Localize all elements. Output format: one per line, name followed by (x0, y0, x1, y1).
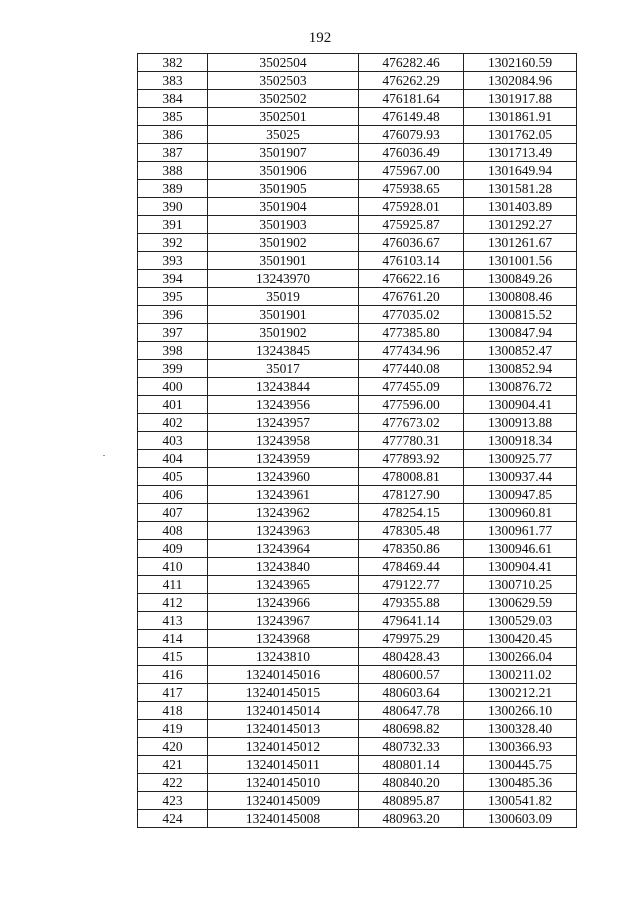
table-row (138, 288, 577, 306)
x-coordinate-cell: 476761.20 (359, 288, 464, 306)
table-row (138, 792, 577, 810)
point-id-cell: 13240145015 (208, 684, 359, 702)
row-number-cell: 419 (138, 720, 208, 738)
x-coordinate-cell: 480603.64 (359, 684, 464, 702)
point-id-cell: 13240145011 (208, 756, 359, 774)
row-number-cell: 413 (138, 612, 208, 630)
point-id-cell: 13243960 (208, 468, 359, 486)
y-coordinate-cell: 1300947.85 (464, 486, 577, 504)
row-number-cell: 406 (138, 486, 208, 504)
point-id-cell: 13243961 (208, 486, 359, 504)
y-coordinate-cell: 1301261.67 (464, 234, 577, 252)
point-id-cell: 13240145013 (208, 720, 359, 738)
table-row (138, 72, 577, 90)
row-number-cell: 414 (138, 630, 208, 648)
point-id-cell: 13243967 (208, 612, 359, 630)
x-coordinate-cell: 478254.15 (359, 504, 464, 522)
x-coordinate-cell: 476103.14 (359, 252, 464, 270)
y-coordinate-cell: 1300904.41 (464, 396, 577, 414)
y-coordinate-cell: 1300211.02 (464, 666, 577, 684)
row-number-cell: 421 (138, 756, 208, 774)
y-coordinate-cell: 1302160.59 (464, 54, 577, 72)
table-row (138, 324, 577, 342)
x-coordinate-cell: 476282.46 (359, 54, 464, 72)
row-number-cell: 394 (138, 270, 208, 288)
x-coordinate-cell: 480732.33 (359, 738, 464, 756)
table-row (138, 558, 577, 576)
row-number-cell: 417 (138, 684, 208, 702)
table-row (138, 720, 577, 738)
y-coordinate-cell: 1300710.25 (464, 576, 577, 594)
y-coordinate-cell: 1301713.49 (464, 144, 577, 162)
point-id-cell: 3501901 (208, 252, 359, 270)
point-id-cell: 13240145012 (208, 738, 359, 756)
row-number-cell: 389 (138, 180, 208, 198)
x-coordinate-cell: 476622.16 (359, 270, 464, 288)
x-coordinate-cell: 476181.64 (359, 90, 464, 108)
row-number-cell: 400 (138, 378, 208, 396)
row-number-cell: 397 (138, 324, 208, 342)
y-coordinate-cell: 1300541.82 (464, 792, 577, 810)
point-id-cell: 13243968 (208, 630, 359, 648)
y-coordinate-cell: 1300876.72 (464, 378, 577, 396)
point-id-cell: 13243965 (208, 576, 359, 594)
row-number-cell: 388 (138, 162, 208, 180)
table-row (138, 774, 577, 792)
table-row (138, 360, 577, 378)
table-row (138, 252, 577, 270)
table-row (138, 270, 577, 288)
y-coordinate-cell: 1300937.44 (464, 468, 577, 486)
row-number-cell: 404 (138, 450, 208, 468)
point-id-cell: 13240145016 (208, 666, 359, 684)
point-id-cell: 13243845 (208, 342, 359, 360)
point-id-cell: 3502503 (208, 72, 359, 90)
row-number-cell: 423 (138, 792, 208, 810)
row-number-cell: 403 (138, 432, 208, 450)
point-id-cell: 3501904 (208, 198, 359, 216)
table-row (138, 378, 577, 396)
row-number-cell: 395 (138, 288, 208, 306)
point-id-cell: 3501902 (208, 234, 359, 252)
row-number-cell: 405 (138, 468, 208, 486)
row-number-cell: 383 (138, 72, 208, 90)
x-coordinate-cell: 477673.02 (359, 414, 464, 432)
y-coordinate-cell: 1301649.94 (464, 162, 577, 180)
row-number-cell: 384 (138, 90, 208, 108)
y-coordinate-cell: 1301861.91 (464, 108, 577, 126)
table-row (138, 198, 577, 216)
table-row (138, 522, 577, 540)
page-number: 192 (308, 30, 332, 46)
point-id-cell: 13240145009 (208, 792, 359, 810)
table-row (138, 396, 577, 414)
table-row (138, 630, 577, 648)
y-coordinate-cell: 1300849.26 (464, 270, 577, 288)
x-coordinate-cell: 480600.57 (359, 666, 464, 684)
table-row (138, 612, 577, 630)
table-row (138, 234, 577, 252)
point-id-cell: 13243970 (208, 270, 359, 288)
table-row (138, 306, 577, 324)
x-coordinate-cell: 479122.77 (359, 576, 464, 594)
row-number-cell: 391 (138, 216, 208, 234)
point-id-cell: 3501903 (208, 216, 359, 234)
y-coordinate-cell: 1300815.52 (464, 306, 577, 324)
row-number-cell: 424 (138, 810, 208, 828)
x-coordinate-cell: 479975.29 (359, 630, 464, 648)
table-row (138, 54, 577, 72)
row-number-cell: 420 (138, 738, 208, 756)
y-coordinate-cell: 1300266.04 (464, 648, 577, 666)
x-coordinate-cell: 478469.44 (359, 558, 464, 576)
row-number-cell: 407 (138, 504, 208, 522)
x-coordinate-cell: 477434.96 (359, 342, 464, 360)
y-coordinate-cell: 1300529.03 (464, 612, 577, 630)
table-row (138, 342, 577, 360)
point-id-cell: 13243963 (208, 522, 359, 540)
point-id-cell: 13243957 (208, 414, 359, 432)
x-coordinate-cell: 475928.01 (359, 198, 464, 216)
row-number-cell: 385 (138, 108, 208, 126)
row-number-cell: 396 (138, 306, 208, 324)
x-coordinate-cell: 476262.29 (359, 72, 464, 90)
coordinates-table-body (138, 54, 577, 828)
x-coordinate-cell: 477385.80 (359, 324, 464, 342)
table-row (138, 756, 577, 774)
x-coordinate-cell: 477440.08 (359, 360, 464, 378)
table-row (138, 810, 577, 828)
row-number-cell: 409 (138, 540, 208, 558)
y-coordinate-cell: 1301917.88 (464, 90, 577, 108)
row-number-cell: 392 (138, 234, 208, 252)
row-number-cell: 399 (138, 360, 208, 378)
row-number-cell: 398 (138, 342, 208, 360)
table-row (138, 684, 577, 702)
point-id-cell: 13243959 (208, 450, 359, 468)
x-coordinate-cell: 480698.82 (359, 720, 464, 738)
y-coordinate-cell: 1300420.45 (464, 630, 577, 648)
x-coordinate-cell: 480647.78 (359, 702, 464, 720)
row-number-cell: 386 (138, 126, 208, 144)
y-coordinate-cell: 1300946.61 (464, 540, 577, 558)
point-id-cell: 3501901 (208, 306, 359, 324)
table-row (138, 648, 577, 666)
x-coordinate-cell: 480428.43 (359, 648, 464, 666)
y-coordinate-cell: 1300852.94 (464, 360, 577, 378)
table-row (138, 126, 577, 144)
point-id-cell: 13240145010 (208, 774, 359, 792)
table-row (138, 216, 577, 234)
row-number-cell: 402 (138, 414, 208, 432)
x-coordinate-cell: 477893.92 (359, 450, 464, 468)
y-coordinate-cell: 1300904.41 (464, 558, 577, 576)
point-id-cell: 13243810 (208, 648, 359, 666)
point-id-cell: 13240145008 (208, 810, 359, 828)
x-coordinate-cell: 476036.67 (359, 234, 464, 252)
point-id-cell: 35019 (208, 288, 359, 306)
row-number-cell: 408 (138, 522, 208, 540)
table-row (138, 576, 577, 594)
point-id-cell: 13243958 (208, 432, 359, 450)
x-coordinate-cell: 480801.14 (359, 756, 464, 774)
x-coordinate-cell: 477455.09 (359, 378, 464, 396)
table-row (138, 540, 577, 558)
y-coordinate-cell: 1300852.47 (464, 342, 577, 360)
y-coordinate-cell: 1300918.34 (464, 432, 577, 450)
y-coordinate-cell: 1300328.40 (464, 720, 577, 738)
table-row (138, 144, 577, 162)
table-row (138, 414, 577, 432)
x-coordinate-cell: 477035.02 (359, 306, 464, 324)
point-id-cell: 13243844 (208, 378, 359, 396)
table-row (138, 108, 577, 126)
y-coordinate-cell: 1300913.88 (464, 414, 577, 432)
row-number-cell: 410 (138, 558, 208, 576)
x-coordinate-cell: 475925.87 (359, 216, 464, 234)
y-coordinate-cell: 1300960.81 (464, 504, 577, 522)
x-coordinate-cell: 475967.00 (359, 162, 464, 180)
table-row (138, 486, 577, 504)
y-coordinate-cell: 1300603.09 (464, 810, 577, 828)
row-number-cell: 412 (138, 594, 208, 612)
table-row (138, 504, 577, 522)
row-number-cell: 382 (138, 54, 208, 72)
x-coordinate-cell: 478127.90 (359, 486, 464, 504)
x-coordinate-cell: 478350.86 (359, 540, 464, 558)
y-coordinate-cell: 1301001.56 (464, 252, 577, 270)
y-coordinate-cell: 1301292.27 (464, 216, 577, 234)
row-number-cell: 393 (138, 252, 208, 270)
x-coordinate-cell: 475938.65 (359, 180, 464, 198)
y-coordinate-cell: 1300485.36 (464, 774, 577, 792)
y-coordinate-cell: 1301403.89 (464, 198, 577, 216)
point-id-cell: 3502502 (208, 90, 359, 108)
scan-speck (103, 455, 105, 456)
row-number-cell: 422 (138, 774, 208, 792)
x-coordinate-cell: 476079.93 (359, 126, 464, 144)
table-row (138, 432, 577, 450)
row-number-cell: 411 (138, 576, 208, 594)
point-id-cell: 3501906 (208, 162, 359, 180)
table-row (138, 180, 577, 198)
row-number-cell: 401 (138, 396, 208, 414)
point-id-cell: 13243956 (208, 396, 359, 414)
table-row (138, 468, 577, 486)
point-id-cell: 13243964 (208, 540, 359, 558)
x-coordinate-cell: 479355.88 (359, 594, 464, 612)
table-row (138, 450, 577, 468)
y-coordinate-cell: 1300445.75 (464, 756, 577, 774)
row-number-cell: 416 (138, 666, 208, 684)
row-number-cell: 387 (138, 144, 208, 162)
row-number-cell: 418 (138, 702, 208, 720)
y-coordinate-cell: 1300847.94 (464, 324, 577, 342)
coordinates-table (137, 53, 577, 828)
x-coordinate-cell: 480963.20 (359, 810, 464, 828)
table-row (138, 90, 577, 108)
table-row (138, 702, 577, 720)
point-id-cell: 13243966 (208, 594, 359, 612)
x-coordinate-cell: 477780.31 (359, 432, 464, 450)
point-id-cell: 35025 (208, 126, 359, 144)
row-number-cell: 415 (138, 648, 208, 666)
point-id-cell: 35017 (208, 360, 359, 378)
point-id-cell: 13243840 (208, 558, 359, 576)
y-coordinate-cell: 1302084.96 (464, 72, 577, 90)
x-coordinate-cell: 476149.48 (359, 108, 464, 126)
point-id-cell: 13243962 (208, 504, 359, 522)
x-coordinate-cell: 478008.81 (359, 468, 464, 486)
y-coordinate-cell: 1300808.46 (464, 288, 577, 306)
y-coordinate-cell: 1301762.05 (464, 126, 577, 144)
y-coordinate-cell: 1300266.10 (464, 702, 577, 720)
x-coordinate-cell: 479641.14 (359, 612, 464, 630)
y-coordinate-cell: 1301581.28 (464, 180, 577, 198)
point-id-cell: 3502501 (208, 108, 359, 126)
x-coordinate-cell: 476036.49 (359, 144, 464, 162)
y-coordinate-cell: 1300925.77 (464, 450, 577, 468)
x-coordinate-cell: 477596.00 (359, 396, 464, 414)
point-id-cell: 13240145014 (208, 702, 359, 720)
y-coordinate-cell: 1300366.93 (464, 738, 577, 756)
y-coordinate-cell: 1300961.77 (464, 522, 577, 540)
point-id-cell: 3501907 (208, 144, 359, 162)
point-id-cell: 3502504 (208, 54, 359, 72)
x-coordinate-cell: 480895.87 (359, 792, 464, 810)
point-id-cell: 3501902 (208, 324, 359, 342)
x-coordinate-cell: 480840.20 (359, 774, 464, 792)
table-row (138, 666, 577, 684)
table-row (138, 594, 577, 612)
y-coordinate-cell: 1300212.21 (464, 684, 577, 702)
y-coordinate-cell: 1300629.59 (464, 594, 577, 612)
table-row (138, 162, 577, 180)
table-row (138, 738, 577, 756)
point-id-cell: 3501905 (208, 180, 359, 198)
x-coordinate-cell: 478305.48 (359, 522, 464, 540)
row-number-cell: 390 (138, 198, 208, 216)
